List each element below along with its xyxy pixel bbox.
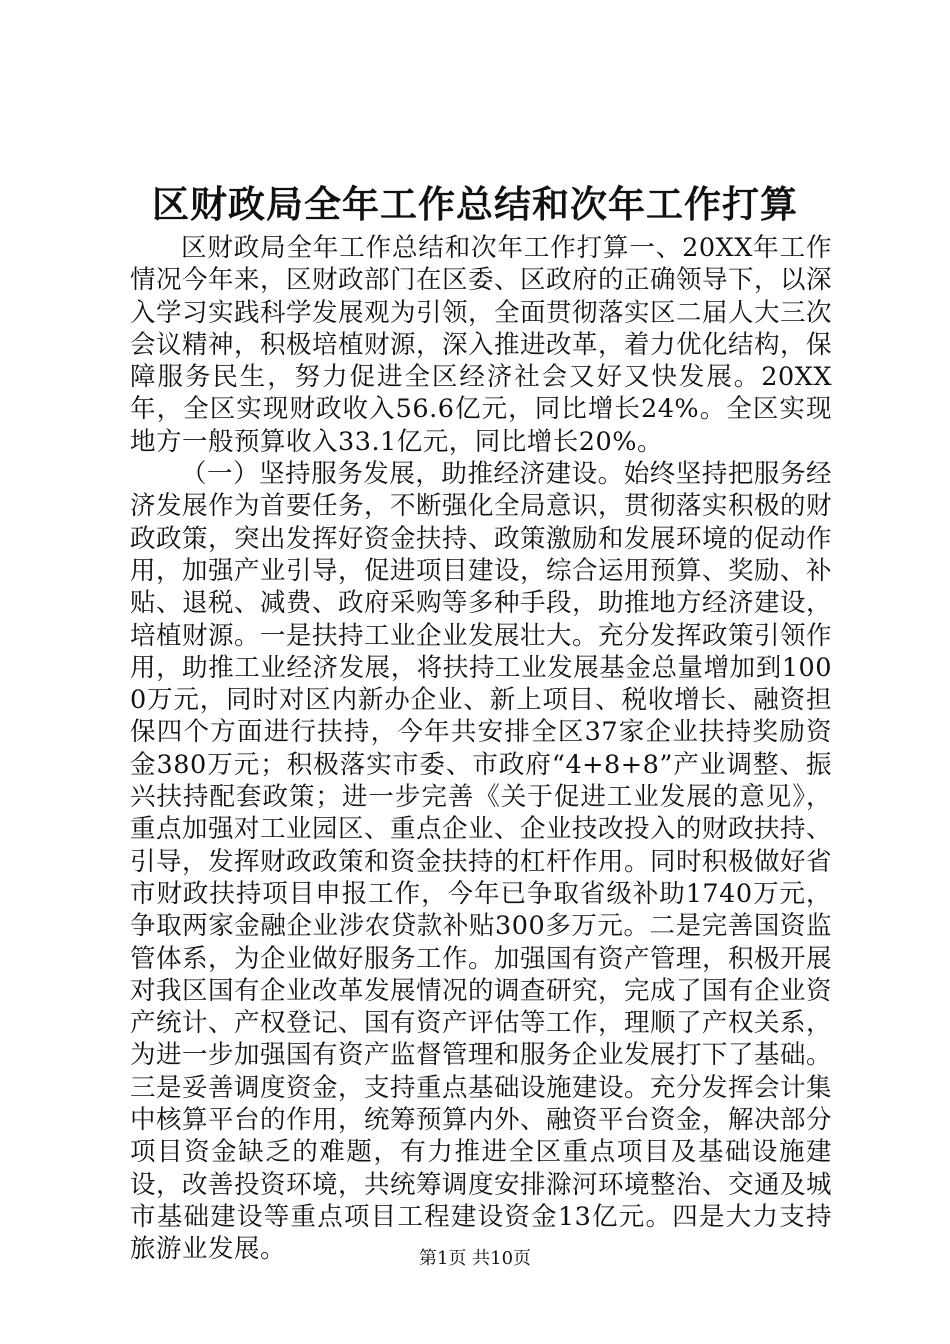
document-body — [130, 232, 832, 1266]
paragraph-intro: 区财政局全年工作总结和次年工作打算一、20XX年工作情况今年来，区财政部门在区委、区政府的正确领导下，以深入学习实践科学发展观为引领，全面贯彻落实区二届人大三次会议精神，积极培植财源，深入推进改革，着力优化结构，保障服务民生，努力促进全区经济社会又好又快发展。20XX年，全区实现财政收入56.6亿元，同比增长24%。全区实现地方一般预算收入33.1亿元，同比增长20%。 — [130, 233, 833, 457]
document-title: 区财政局全年工作总结和次年工作打算 — [152, 182, 798, 226]
paragraph-section-one: （一）坚持服务发展，助推经济建设。始终坚持把服务经济发展作为首要任务，不断强化全局意识，贯彻落实积极的财政政策，突出发挥好资金扶持、政策激励和发展环境的促动作用，加强产业引导，促进项目建设，综合运用预算、奖励、补贴、退税、减费、政府采购等多种手段，助推地方经济建设，培植财源。一是扶持工业企业发展壮大。充分发挥政策引领作用，助推工业经济发展，将扶持工业发展基金总量增加到1000万元，同时对区内新办企业、新上项目、税收增长、融资担保四个方面进行扶持，今年共安排全区37家企业扶持奖励资金380万元；积极落实市委、市政府“4+8+8”产业调整、振兴扶持配套政策；进一步完善《关于促进工业发展的意见》，重点加强对工业园区、重点企业、企业技改投入的财政扶持、引导，发挥财政政策和资金扶持的杠杆作用。同时积极做好省市财政扶持项目申报工作，今年已争取省级补助1740万元，争取两家金融企业涉农贷款补贴300多万元。二是完善国资监管体系，为企业做好服务工作。加强国有资产管理，积极开展对我区国有企业改革发展情况的调查研究，完成了国有企业资产统计、产权登记、国有资产评估等工作，理顺了产权关系，为进一步加强国有资产监督管理和服务企业发展打下了基础。三是妥善调度资金，支持重点基础设施建设。充分发挥会计集中核算平台的作用，统筹预算内外、融资平台资金，解决部分项目资金缺乏的难题，有力推进全区重点项目及基础设施建设，改善投资环境，共统筹调度安排滁河环境整治、交通及城市基础建设等重点项目工程建设资金13亿元。四是大力支持旅游业发展。 — [130, 459, 833, 1265]
page-footer: 第1页 共10页 — [418, 1248, 532, 1269]
